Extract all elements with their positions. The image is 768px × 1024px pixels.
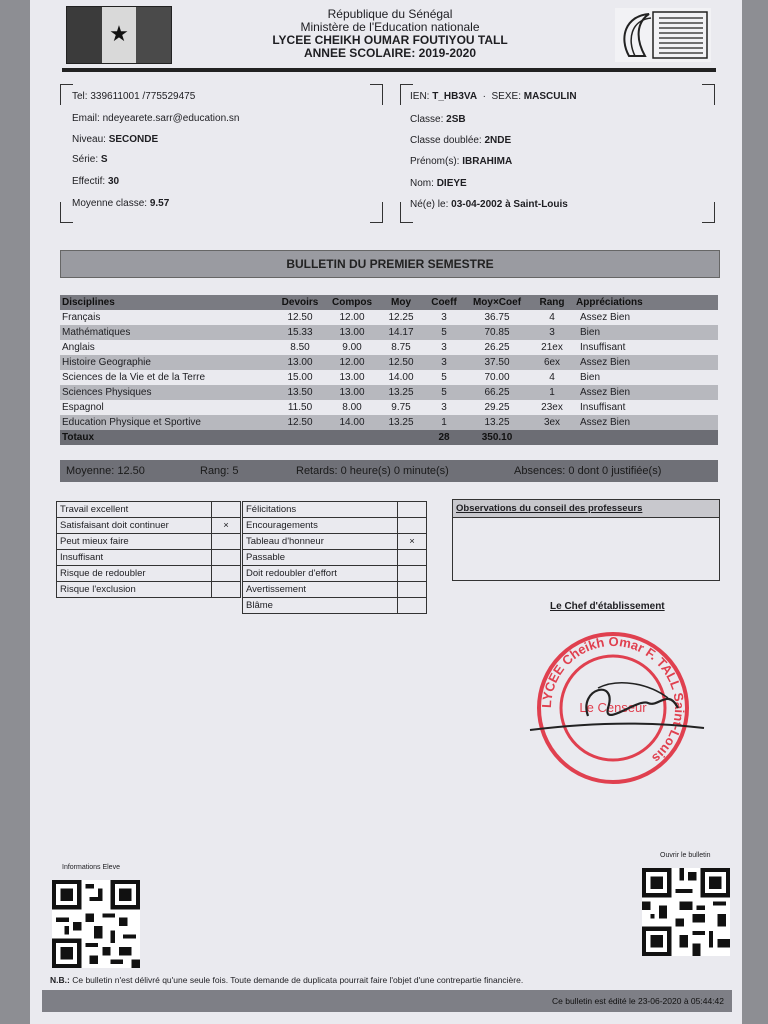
cell-appreciation: Bien [574, 325, 718, 340]
cell-appreciation: Assez Bien [574, 355, 718, 370]
student-ien-sexe: IEN: T_HB3VA · SEXE: MASCULIN [410, 91, 577, 102]
bracket-bottom-right-2 [702, 202, 715, 223]
table-row [60, 355, 718, 370]
cell-moy: 14.00 [388, 372, 414, 383]
birth-label: Né(e) le: [410, 199, 449, 210]
distinction-label: Encouragements [243, 518, 398, 534]
qr-left-label: Informations Eleve [62, 864, 120, 871]
distinction-checkbox: × [398, 534, 427, 550]
nom-label: Nom: [410, 178, 434, 189]
student-birth [410, 199, 568, 210]
email-label: Email: [72, 113, 100, 124]
appreciation-grid [56, 501, 241, 598]
distinction-grid [242, 501, 427, 614]
summary-moyenne: Moyenne: 12.50 [66, 465, 145, 477]
cell-rang: 4 [549, 372, 555, 383]
school-tel: Tel: 339611001 /775529475 [72, 91, 196, 102]
distinction-label: Tableau d'honneur [243, 534, 398, 550]
cell-rang: 3 [530, 325, 574, 340]
table-row [60, 400, 718, 415]
student-classe [410, 114, 466, 125]
distinction-label: Félicitations [243, 502, 398, 518]
distinction-checkbox [398, 598, 427, 614]
cell-moycoef: 70.00 [484, 372, 510, 383]
school-effectif [72, 176, 119, 187]
cell-devoirs: 13.50 [274, 385, 326, 400]
cell-appreciation: Assez Bien [580, 312, 631, 323]
cell-compos: 12.00 [326, 355, 378, 370]
cell-discipline: Anglais [62, 342, 95, 353]
serie-label: Série: [72, 154, 99, 165]
appreciation-row [57, 534, 241, 550]
distinction-label: Passable [243, 550, 398, 566]
footer-bar: Ce bulletin est édité le 23-06-2020 à 05:44:42 [42, 990, 732, 1012]
table-row [60, 340, 718, 355]
class-average-value: 9.57 [149, 198, 170, 209]
qr-right-label: Ouvrir le bulletin [660, 852, 711, 859]
ien-label: IEN: [410, 91, 430, 102]
cell-compos: 14.00 [326, 415, 378, 430]
header-line-2: Ministère de l'Education nationale [300, 20, 480, 34]
cell-moycoef: 13.25 [464, 415, 530, 430]
cell-moy: 13.25 [378, 385, 424, 400]
prenom-label: Prénom(s): [410, 156, 460, 167]
appreciation-label: Satisfaisant doit continuer [57, 518, 212, 534]
cell-coeff: 3 [424, 355, 464, 370]
stamp-ring-text: LYCEE Cheikh Omar F. TALL Saint-Louis [538, 633, 688, 767]
cell-rang: 3ex [530, 415, 574, 430]
observations-title: Observations du conseil des professeurs [453, 500, 719, 518]
classe-label: Classe: [410, 114, 444, 125]
cell-devoirs: 12.50 [274, 415, 326, 430]
cell-moycoef: 26.25 [484, 342, 510, 353]
cell-appreciation: Insuffisant [580, 342, 626, 353]
distinction-row [243, 566, 427, 582]
school-email [72, 113, 239, 124]
observations-box [452, 499, 720, 581]
col-disciplines: Disciplines [60, 295, 274, 310]
cell-compos: 12.00 [339, 312, 365, 323]
student-prenom [410, 156, 512, 167]
effectif-label: Effectif: [72, 176, 106, 187]
distinction-checkbox [398, 566, 427, 582]
distinction-row [243, 582, 427, 598]
distinction-checkbox [398, 582, 427, 598]
distinction-label: Avertissement [243, 582, 398, 598]
cell-discipline: Sciences de la Vie et de la Terre [62, 372, 206, 383]
cell-discipline: Français [62, 312, 101, 323]
table-row [60, 310, 718, 325]
cell-moycoef: 29.25 [484, 402, 510, 413]
nb-note [50, 975, 523, 985]
cell-compos: 8.00 [342, 402, 362, 413]
distinction-label: Doit redoubler d'effort [243, 566, 398, 582]
serie-value: S [100, 154, 108, 165]
school-logo-icon [615, 8, 711, 62]
nom-value: DIEYE [436, 178, 467, 189]
grades-header-row [60, 295, 718, 310]
appreciation-checkbox [212, 582, 241, 598]
open-bulletin-qr-icon[interactable] [642, 868, 730, 956]
appreciation-checkbox [212, 566, 241, 582]
col-appreciations: Appréciations [574, 295, 718, 310]
birth-value: 03-04-2002 à Saint-Louis [451, 199, 568, 210]
email-value: ndeyearete.sarr@education.sn [102, 113, 240, 124]
report-card-page [30, 0, 742, 1024]
header-divider [62, 68, 716, 72]
cell-devoirs: 15.00 [287, 372, 313, 383]
cell-moycoef: 70.85 [464, 325, 530, 340]
cell-rang: 6ex [530, 355, 574, 370]
col-compos: Compos [326, 295, 378, 310]
cell-coeff: 5 [441, 372, 447, 383]
cell-coeff: 3 [441, 342, 447, 353]
cell-discipline: Histoire Geographie [60, 355, 274, 370]
cell-discipline: Education Physique et Sportive [60, 415, 274, 430]
cell-moy: 9.75 [391, 402, 411, 413]
cell-moy: 13.25 [378, 415, 424, 430]
niveau-value: SECONDE [108, 134, 159, 145]
prenom-value: IBRAHIMA [462, 156, 513, 167]
appreciation-row [57, 550, 241, 566]
cell-devoirs: 11.50 [287, 402, 313, 413]
student-info-qr-icon [52, 880, 140, 968]
cell-compos: 13.00 [339, 372, 365, 383]
appreciation-label: Risque de redoubler [57, 566, 212, 582]
classe-doublee-value: 2NDE [484, 135, 512, 146]
cell-moycoef: 66.25 [464, 385, 530, 400]
student-classe-doublee [410, 135, 511, 146]
cell-rang: 1 [530, 385, 574, 400]
cell-rang: 23ex [541, 402, 563, 413]
bracket-top-right [370, 84, 383, 105]
cell-coeff: 1 [424, 415, 464, 430]
cell-devoirs: 15.33 [274, 325, 326, 340]
appreciation-label: Risque l'exclusion [57, 582, 212, 598]
cell-moycoef: 37.50 [464, 355, 530, 370]
nb-text: Ce bulletin n'est délivré qu'une seule fois. Toute demande de duplicata pourrait faire l'objet d'une contrepartie financière. [72, 975, 524, 985]
appreciation-row [57, 518, 241, 534]
cell-moy: 12.50 [378, 355, 424, 370]
summary-retards: Retards: 0 heure(s) 0 minute(s) [296, 465, 449, 477]
effectif-value: 30 [107, 176, 120, 187]
cell-coeff: 5 [424, 385, 464, 400]
niveau-label: Niveau: [72, 134, 106, 145]
appreciation-row [57, 502, 241, 518]
appreciation-label: Travail excellent [57, 502, 212, 518]
cell-coeff: 5 [424, 325, 464, 340]
document-header [180, 8, 600, 60]
sexe-label: SEXE: [491, 91, 521, 102]
distinction-row [243, 518, 427, 534]
bracket-bottom-right [370, 202, 383, 223]
appreciation-row [57, 582, 241, 598]
cell-devoirs: 12.50 [287, 312, 313, 323]
totals-label: Totaux [60, 430, 274, 445]
col-coeff: Coeff [424, 295, 464, 310]
appreciation-checkbox [212, 550, 241, 566]
cell-compos: 13.00 [326, 325, 378, 340]
appreciation-row [57, 566, 241, 582]
col-devoirs: Devoirs [274, 295, 326, 310]
nb-label: N.B.: [50, 975, 70, 985]
sexe-value: MASCULIN [523, 91, 577, 102]
cell-moy: 12.25 [388, 312, 414, 323]
school-serie [72, 154, 108, 165]
student-nom [410, 178, 467, 189]
summary-bar [60, 460, 718, 482]
cell-compos: 9.00 [342, 342, 362, 353]
distinction-checkbox [398, 550, 427, 566]
distinction-row [243, 502, 427, 518]
appreciation-label: Insuffisant [57, 550, 212, 566]
class-average-label: Moyenne classe: [72, 198, 148, 209]
cell-appreciation: Insuffisant [580, 402, 626, 413]
distinction-checkbox [398, 518, 427, 534]
cell-devoirs: 8.50 [290, 342, 310, 353]
grades-table [60, 295, 718, 445]
summary-absences: Absences: 0 dont 0 justifiée(s) [514, 465, 662, 477]
cell-discipline: Mathématiques [60, 325, 274, 340]
totals-row [60, 430, 718, 445]
col-moycoef: Moy×Coef [464, 295, 530, 310]
cell-rang: 4 [549, 312, 555, 323]
col-moy: Moy [378, 295, 424, 310]
cell-moy: 14.17 [378, 325, 424, 340]
summary-rang: Rang: 5 [200, 465, 239, 477]
col-rang: Rang [530, 295, 574, 310]
cell-coeff: 3 [441, 402, 447, 413]
header-line-1: République du Sénégal [327, 7, 453, 21]
school-niveau [72, 134, 158, 145]
cell-appreciation: Assez Bien [574, 385, 718, 400]
total-coeff: 28 [424, 430, 464, 445]
appreciation-checkbox [212, 502, 241, 518]
chef-etablissement-label: Le Chef d'établissement [550, 601, 665, 612]
table-row [60, 370, 718, 385]
cell-devoirs: 13.00 [274, 355, 326, 370]
header-school-year: ANNEE SCOLAIRE: 2019-2020 [303, 46, 477, 60]
ien-value: T_HB3VA [432, 91, 478, 102]
distinction-row [243, 534, 427, 550]
classe-doublee-label: Classe doublée: [410, 135, 482, 146]
table-row [60, 385, 718, 400]
cell-compos: 13.00 [326, 385, 378, 400]
cell-rang: 21ex [541, 342, 563, 353]
total-moycoef: 350.10 [464, 430, 530, 445]
school-stamp-icon [518, 628, 708, 788]
appreciation-label: Peut mieux faire [57, 534, 212, 550]
cell-discipline: Espagnol [62, 402, 104, 413]
appreciation-checkbox: × [212, 518, 241, 534]
cell-coeff: 3 [441, 312, 447, 323]
bracket-top-right-2 [702, 84, 715, 105]
distinction-checkbox [398, 502, 427, 518]
bulletin-title: BULLETIN DU PREMIER SEMESTRE [60, 250, 720, 278]
distinction-label: Blâme [243, 598, 398, 614]
distinction-row [243, 550, 427, 566]
table-row [60, 325, 718, 340]
table-row [60, 415, 718, 430]
appreciation-checkbox [212, 534, 241, 550]
cell-appreciation: Bien [580, 372, 601, 383]
cell-moycoef: 36.75 [484, 312, 510, 323]
classe-value: 2SB [446, 114, 466, 125]
cell-moy: 8.75 [391, 342, 411, 353]
senegal-flag-icon: ★ [66, 6, 172, 64]
stamp-center-text: Le Censeur [579, 700, 647, 715]
class-average [72, 198, 169, 209]
header-school-name: LYCEE CHEIKH OUMAR FOUTIYOU TALL [272, 33, 508, 47]
cell-discipline: Sciences Physiques [60, 385, 274, 400]
cell-appreciation: Assez Bien [574, 415, 718, 430]
distinction-row [243, 598, 427, 614]
